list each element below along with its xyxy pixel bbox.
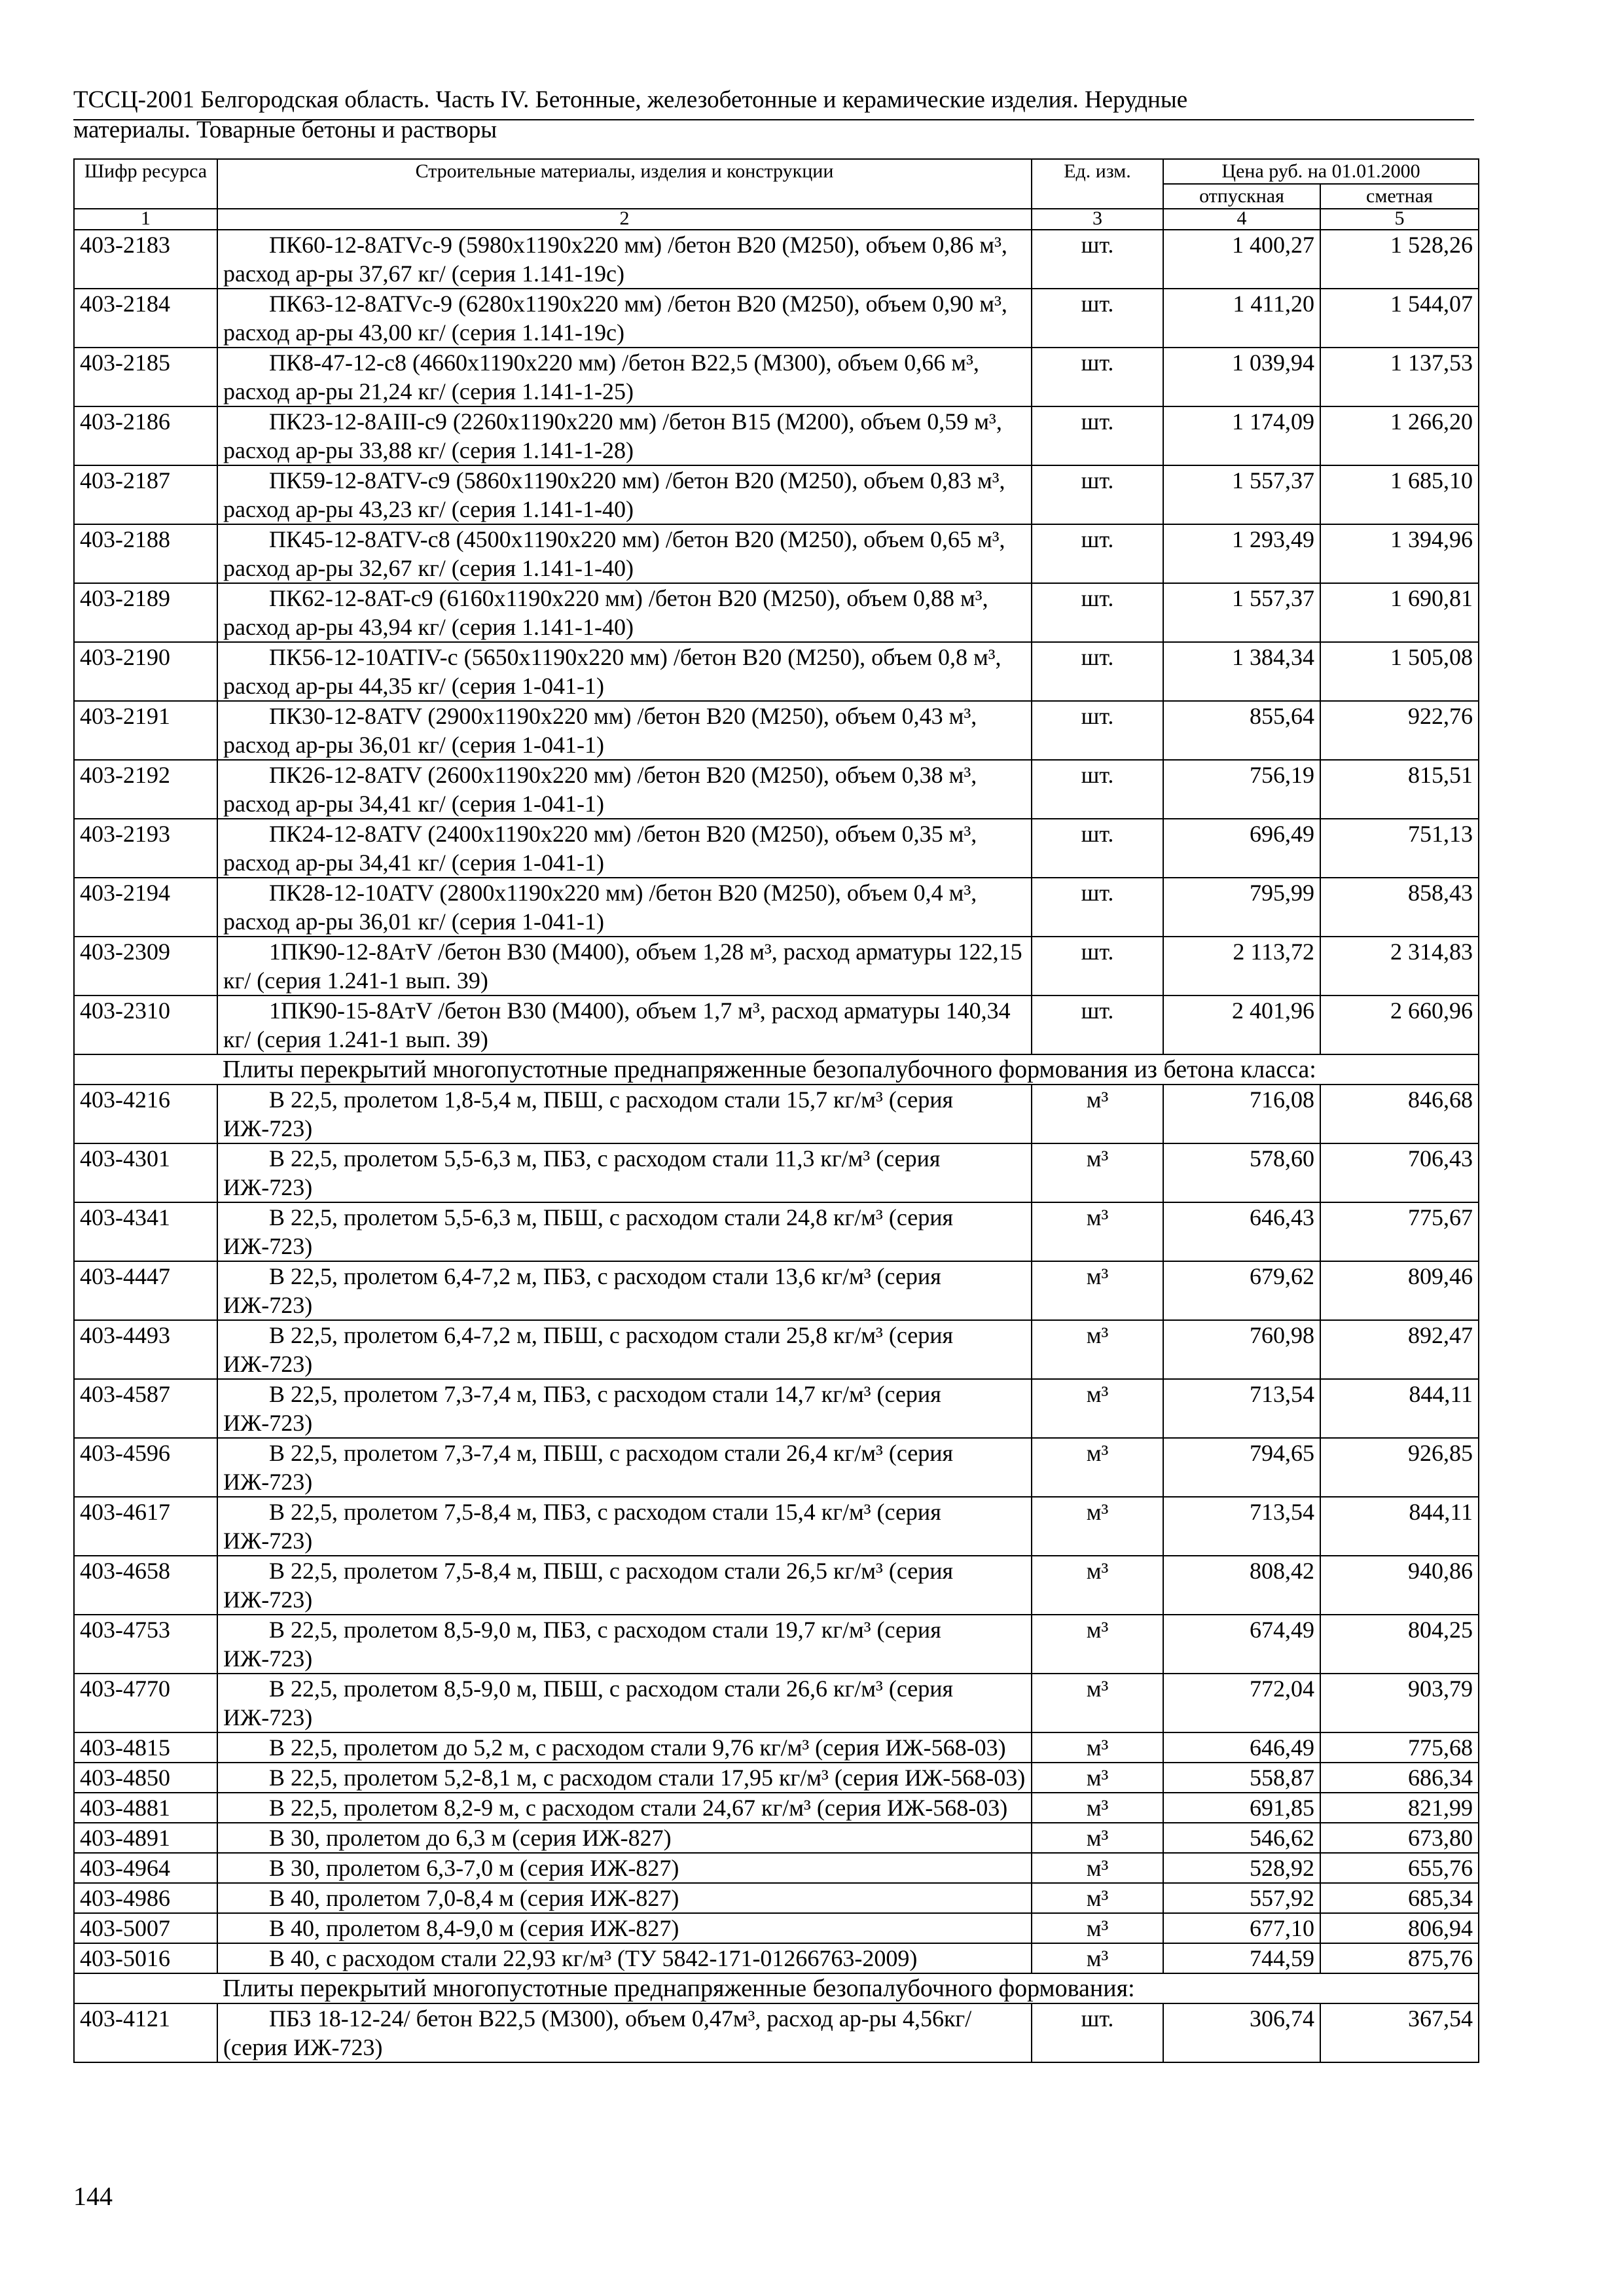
header-price-group: Цена руб. на 01.01.2000: [1163, 159, 1479, 184]
price-estimate: 655,76: [1320, 1853, 1479, 1883]
resource-code: 403-4881: [74, 1793, 217, 1823]
header-line-2: материалы. Товарные бетоны и растворы: [73, 117, 497, 143]
material-name: ПК59-12-8ATV-с9 (5860x1190x220 мм) /бетон В20 (М250), объем 0,83 м³, расход ар-ры 43,23 кг/ (серия 1.141-1-40): [217, 465, 1032, 524]
section-row: [74, 1054, 1479, 1085]
material-name: В 40, с расходом стали 22,93 кг/м³ (ТУ 5842-171-01266763-2009): [217, 1943, 1032, 1973]
unit-of-measure: м³: [1032, 1823, 1163, 1853]
price-estimate: 940,86: [1320, 1556, 1479, 1615]
unit-of-measure: шт.: [1032, 642, 1163, 701]
table-row: [74, 996, 1479, 1054]
price-estimate: 809,46: [1320, 1261, 1479, 1320]
unit-of-measure: шт.: [1032, 760, 1163, 819]
table-row: [74, 1823, 1479, 1853]
material-name: ПК45-12-8ATV-с8 (4500x1190x220 мм) /бетон В20 (М250), объем 0,65 м³, расход ар-ры 32,67 кг/ (серия 1.141-1-40): [217, 524, 1032, 583]
price-release: 808,42: [1163, 1556, 1320, 1615]
resource-code: 403-2192: [74, 760, 217, 819]
price-release: 306,74: [1163, 2003, 1320, 2062]
resource-code: 403-2187: [74, 465, 217, 524]
table-row: [74, 1143, 1479, 1202]
resource-code: 403-2194: [74, 878, 217, 937]
material-name: В 40, пролетом 7,0-8,4 м (серия ИЖ-827): [217, 1883, 1032, 1913]
header-price-release: отпускная: [1163, 184, 1320, 209]
price-release: 1 400,27: [1163, 230, 1320, 289]
price-release: 1 411,20: [1163, 289, 1320, 348]
material-name: ПК63-12-8ATVс-9 (6280x1190x220 мм) /бетон В20 (М250), объем 0,90 м³, расход ар-ры 43,00 кг/ (серия 1.141-19с): [217, 289, 1032, 348]
unit-of-measure: м³: [1032, 1763, 1163, 1793]
section-row: [74, 1973, 1479, 2003]
resource-code: 403-4341: [74, 1202, 217, 1261]
resource-code: 403-4596: [74, 1438, 217, 1497]
price-estimate: 1 690,81: [1320, 583, 1479, 642]
col-number-2: 2: [217, 209, 1032, 230]
unit-of-measure: шт.: [1032, 937, 1163, 996]
material-name: ПК8-47-12-с8 (4660x1190x220 мм) /бетон В22,5 (М300), объем 0,66 м³, расход ар-ры 21,24 кг/ (серия 1.141-1-25): [217, 348, 1032, 406]
material-name: В 30, пролетом 6,3-7,0 м (серия ИЖ-827): [217, 1853, 1032, 1883]
price-estimate: 1 528,26: [1320, 230, 1479, 289]
header-price-estimate: сметная: [1320, 184, 1479, 209]
material-name: В 40, пролетом 8,4-9,0 м (серия ИЖ-827): [217, 1913, 1032, 1943]
table-row: [74, 760, 1479, 819]
price-estimate: 775,68: [1320, 1732, 1479, 1763]
price-release: 716,08: [1163, 1085, 1320, 1143]
table-row: [74, 819, 1479, 878]
unit-of-measure: шт.: [1032, 583, 1163, 642]
unit-of-measure: м³: [1032, 1379, 1163, 1438]
material-name: В 22,5, пролетом 1,8-5,4 м, ПБШ, с расходом стали 15,7 кг/м³ (серия ИЖ-723): [217, 1085, 1032, 1143]
price-release: 713,54: [1163, 1497, 1320, 1556]
material-name: В 22,5, пролетом 6,4-7,2 м, ПБЗ, с расходом стали 13,6 кг/м³ (серия ИЖ-723): [217, 1261, 1032, 1320]
material-name: В 30, пролетом до 6,3 м (серия ИЖ-827): [217, 1823, 1032, 1853]
header-code: Шифр ресурса: [74, 159, 217, 209]
material-name: В 22,5, пролетом 8,2-9 м, с расходом стали 24,67 кг/м³ (серия ИЖ-568-03): [217, 1793, 1032, 1823]
table-row: [74, 1943, 1479, 1973]
price-release: 646,49: [1163, 1732, 1320, 1763]
resource-code: 403-2186: [74, 406, 217, 465]
price-estimate: 706,43: [1320, 1143, 1479, 1202]
unit-of-measure: шт.: [1032, 230, 1163, 289]
material-name: В 22,5, пролетом 7,3-7,4 м, ПБЗ, с расходом стали 14,7 кг/м³ (серия ИЖ-723): [217, 1379, 1032, 1438]
unit-of-measure: шт.: [1032, 2003, 1163, 2062]
resource-code: 403-2191: [74, 701, 217, 760]
unit-of-measure: м³: [1032, 1438, 1163, 1497]
unit-of-measure: м³: [1032, 1913, 1163, 1943]
price-release: 679,62: [1163, 1261, 1320, 1320]
price-release: 528,92: [1163, 1853, 1320, 1883]
resource-code: 403-4658: [74, 1556, 217, 1615]
table-row: [74, 1438, 1479, 1497]
price-estimate: 875,76: [1320, 1943, 1479, 1973]
table-row: [74, 230, 1479, 289]
resource-code: 403-2193: [74, 819, 217, 878]
price-estimate: 804,25: [1320, 1615, 1479, 1674]
col-number-4: 4: [1163, 209, 1320, 230]
material-name: В 22,5, пролетом 5,5-6,3 м, ПБШ, с расходом стали 24,8 кг/м³ (серия ИЖ-723): [217, 1202, 1032, 1261]
material-name: 1ПК90-15-8AтV /бетон В30 (М400), объем 1,7 м³, расход арматуры 140,34 кг/ (серия 1.241-1 вып. 39): [217, 996, 1032, 1054]
resource-code: 403-2309: [74, 937, 217, 996]
header-unit: Ед. изм.: [1032, 159, 1163, 209]
price-release: 772,04: [1163, 1674, 1320, 1732]
table-row: [74, 1793, 1479, 1823]
page-number: 144: [73, 2181, 113, 2211]
price-release: 578,60: [1163, 1143, 1320, 1202]
table-row: [74, 465, 1479, 524]
material-name: ПК23-12-8AIII-с9 (2260x1190x220 мм) /бетон В15 (М200), объем 0,59 м³, расход ар-ры 33,88 кг/ (серия 1.141-1-28): [217, 406, 1032, 465]
unit-of-measure: м³: [1032, 1497, 1163, 1556]
price-release: 756,19: [1163, 760, 1320, 819]
price-release: 1 174,09: [1163, 406, 1320, 465]
unit-of-measure: м³: [1032, 1143, 1163, 1202]
price-release: 677,10: [1163, 1913, 1320, 1943]
price-estimate: 673,80: [1320, 1823, 1479, 1853]
col-number-3: 3: [1032, 209, 1163, 230]
resource-code: 403-2189: [74, 583, 217, 642]
table-row: [74, 406, 1479, 465]
price-estimate: 1 544,07: [1320, 289, 1479, 348]
price-release: 557,92: [1163, 1883, 1320, 1913]
material-name: В 22,5, пролетом 5,2-8,1 м, с расходом стали 17,95 кг/м³ (серия ИЖ-568-03): [217, 1763, 1032, 1793]
price-estimate: 1 394,96: [1320, 524, 1479, 583]
price-release: 1 384,34: [1163, 642, 1320, 701]
price-estimate: 892,47: [1320, 1320, 1479, 1379]
price-estimate: 844,11: [1320, 1379, 1479, 1438]
price-release: 744,59: [1163, 1943, 1320, 1973]
price-release: 674,49: [1163, 1615, 1320, 1674]
section-title: Плиты перекрытий многопустотные преднапряженные безопалубочного формования из бетона класса:: [74, 1054, 1479, 1085]
price-estimate: 1 505,08: [1320, 642, 1479, 701]
table-row: [74, 1320, 1479, 1379]
resource-code: 403-5016: [74, 1943, 217, 1973]
material-name: В 22,5, пролетом 7,5-8,4 м, ПБШ, с расходом стали 26,5 кг/м³ (серия ИЖ-723): [217, 1556, 1032, 1615]
unit-of-measure: м³: [1032, 1085, 1163, 1143]
unit-of-measure: шт.: [1032, 996, 1163, 1054]
price-release: 2 401,96: [1163, 996, 1320, 1054]
resource-code: 403-4617: [74, 1497, 217, 1556]
table-row: [74, 1913, 1479, 1943]
price-estimate: 903,79: [1320, 1674, 1479, 1732]
page-header: [73, 85, 1474, 145]
material-name: ПБЗ 18-12-24/ бетон В22,5 (М300), объем 0,47м³, расход ар-ры 4,56кг/ (серия ИЖ-723): [217, 2003, 1032, 2062]
unit-of-measure: м³: [1032, 1202, 1163, 1261]
resource-code: 403-2184: [74, 289, 217, 348]
price-estimate: 922,76: [1320, 701, 1479, 760]
table-row: [74, 1732, 1479, 1763]
resource-code: 403-4815: [74, 1732, 217, 1763]
price-estimate: 846,68: [1320, 1085, 1479, 1143]
table-row: [74, 1261, 1479, 1320]
price-release: 691,85: [1163, 1793, 1320, 1823]
unit-of-measure: м³: [1032, 1732, 1163, 1763]
table-row: [74, 1379, 1479, 1438]
table-row: [74, 1556, 1479, 1615]
section-title: Плиты перекрытий многопустотные преднапряженные безопалубочного формования:: [74, 1973, 1479, 2003]
unit-of-measure: шт.: [1032, 878, 1163, 937]
price-estimate: 1 266,20: [1320, 406, 1479, 465]
header-name: Строительные материалы, изделия и конструкции: [217, 159, 1032, 209]
price-release: 546,62: [1163, 1823, 1320, 1853]
material-name: В 22,5, пролетом 6,4-7,2 м, ПБШ, с расходом стали 25,8 кг/м³ (серия ИЖ-723): [217, 1320, 1032, 1379]
price-release: 760,98: [1163, 1320, 1320, 1379]
price-estimate: 806,94: [1320, 1913, 1479, 1943]
price-estimate: 2 660,96: [1320, 996, 1479, 1054]
unit-of-measure: шт.: [1032, 819, 1163, 878]
unit-of-measure: м³: [1032, 1793, 1163, 1823]
material-name: В 22,5, пролетом 7,3-7,4 м, ПБШ, с расходом стали 26,4 кг/м³ (серия ИЖ-723): [217, 1438, 1032, 1497]
material-name: ПК60-12-8ATVс-9 (5980x1190x220 мм) /бетон В20 (М250), объем 0,86 м³, расход ар-ры 37,67 кг/ (серия 1.141-19с): [217, 230, 1032, 289]
table-row: [74, 1202, 1479, 1261]
table-row: [74, 1085, 1479, 1143]
table-row: [74, 1853, 1479, 1883]
resource-code: 403-4493: [74, 1320, 217, 1379]
table-row: [74, 878, 1479, 937]
table-row: [74, 1497, 1479, 1556]
header-rule: [73, 119, 1474, 120]
unit-of-measure: м³: [1032, 1320, 1163, 1379]
table-row: [74, 583, 1479, 642]
unit-of-measure: м³: [1032, 1615, 1163, 1674]
price-release: 696,49: [1163, 819, 1320, 878]
price-estimate: 858,43: [1320, 878, 1479, 937]
resource-code: 403-2183: [74, 230, 217, 289]
price-release: 2 113,72: [1163, 937, 1320, 996]
resource-code: 403-5007: [74, 1913, 217, 1943]
price-estimate: 2 314,83: [1320, 937, 1479, 996]
table-row: [74, 524, 1479, 583]
price-estimate: 686,34: [1320, 1763, 1479, 1793]
resource-code: 403-4216: [74, 1085, 217, 1143]
price-release: 1 557,37: [1163, 583, 1320, 642]
price-estimate: 844,11: [1320, 1497, 1479, 1556]
price-release: 794,65: [1163, 1438, 1320, 1497]
resource-code: 403-4770: [74, 1674, 217, 1732]
resource-code: 403-4301: [74, 1143, 217, 1202]
price-estimate: 685,34: [1320, 1883, 1479, 1913]
resource-code: 403-4964: [74, 1853, 217, 1883]
unit-of-measure: шт.: [1032, 701, 1163, 760]
resource-code: 403-4447: [74, 1261, 217, 1320]
material-name: ПК26-12-8ATV (2600x1190x220 мм) /бетон В20 (М250), объем 0,38 м³, расход ар-ры 34,41 кг/ (серия 1-041-1): [217, 760, 1032, 819]
resource-code: 403-4986: [74, 1883, 217, 1913]
unit-of-measure: м³: [1032, 1883, 1163, 1913]
resource-code: 403-4121: [74, 2003, 217, 2062]
resource-code: 403-4753: [74, 1615, 217, 1674]
unit-of-measure: шт.: [1032, 524, 1163, 583]
table-row: [74, 937, 1479, 996]
table-row: [74, 701, 1479, 760]
material-name: В 22,5, пролетом 8,5-9,0 м, ПБШ, с расходом стали 26,6 кг/м³ (серия ИЖ-723): [217, 1674, 1032, 1732]
material-name: ПК30-12-8ATV (2900x1190x220 мм) /бетон В20 (М250), объем 0,43 м³, расход ар-ры 36,01 кг/ (серия 1-041-1): [217, 701, 1032, 760]
resource-code: 403-2190: [74, 642, 217, 701]
resource-code: 403-2185: [74, 348, 217, 406]
unit-of-measure: м³: [1032, 1674, 1163, 1732]
header-line-1: ТССЦ-2001 Белгородская область. Часть IV. Бетонные, железобетонные и керамические изделия. Нерудные: [73, 86, 1188, 113]
material-name: ПК56-12-10ATIV-с (5650x1190x220 мм) /бетон В20 (М250), объем 0,8 м³, расход ар-ры 44,35 кг/ (серия 1-041-1): [217, 642, 1032, 701]
resource-code: 403-4850: [74, 1763, 217, 1793]
table-row: [74, 1674, 1479, 1732]
price-release: 1 557,37: [1163, 465, 1320, 524]
table-row: [74, 348, 1479, 406]
price-release: 1 293,49: [1163, 524, 1320, 583]
unit-of-measure: м³: [1032, 1943, 1163, 1973]
table-row: [74, 642, 1479, 701]
resource-code: 403-2310: [74, 996, 217, 1054]
price-estimate: 775,67: [1320, 1202, 1479, 1261]
col-number-1: 1: [74, 209, 217, 230]
unit-of-measure: шт.: [1032, 465, 1163, 524]
unit-of-measure: м³: [1032, 1261, 1163, 1320]
material-name: В 22,5, пролетом 8,5-9,0 м, ПБЗ, с расходом стали 19,7 кг/м³ (серия ИЖ-723): [217, 1615, 1032, 1674]
price-release: 795,99: [1163, 878, 1320, 937]
col-number-5: 5: [1320, 209, 1479, 230]
price-release: 1 039,94: [1163, 348, 1320, 406]
price-estimate: 815,51: [1320, 760, 1479, 819]
price-release: 855,64: [1163, 701, 1320, 760]
unit-of-measure: м³: [1032, 1853, 1163, 1883]
price-estimate: 1 685,10: [1320, 465, 1479, 524]
unit-of-measure: шт.: [1032, 406, 1163, 465]
price-release: 713,54: [1163, 1379, 1320, 1438]
resource-code: 403-4891: [74, 1823, 217, 1853]
material-name: 1ПК90-12-8AтV /бетон В30 (М400), объем 1,28 м³, расход арматуры 122,15 кг/ (серия 1.241-1 вып. 39): [217, 937, 1032, 996]
price-estimate: 926,85: [1320, 1438, 1479, 1497]
price-estimate: 751,13: [1320, 819, 1479, 878]
table-row: [74, 1763, 1479, 1793]
material-name: В 22,5, пролетом до 5,2 м, с расходом стали 9,76 кг/м³ (серия ИЖ-568-03): [217, 1732, 1032, 1763]
table-row: [74, 1883, 1479, 1913]
table-row: [74, 1615, 1479, 1674]
table-row: [74, 289, 1479, 348]
price-release: 558,87: [1163, 1763, 1320, 1793]
price-estimate: 1 137,53: [1320, 348, 1479, 406]
material-name: В 22,5, пролетом 5,5-6,3 м, ПБЗ, с расходом стали 11,3 кг/м³ (серия ИЖ-723): [217, 1143, 1032, 1202]
material-name: ПК62-12-8AT-с9 (6160x1190x220 мм) /бетон В20 (М250), объем 0,88 м³, расход ар-ры 43,94 кг/ (серия 1.141-1-40): [217, 583, 1032, 642]
price-table-body: [74, 230, 1479, 2062]
unit-of-measure: шт.: [1032, 289, 1163, 348]
material-name: ПК24-12-8ATV (2400x1190x220 мм) /бетон В20 (М250), объем 0,35 м³, расход ар-ры 34,41 кг/ (серия 1-041-1): [217, 819, 1032, 878]
material-name: ПК28-12-10ATV (2800x1190x220 мм) /бетон В20 (М250), объем 0,4 м³, расход ар-ры 36,01 кг/ (серия 1-041-1): [217, 878, 1032, 937]
material-name: В 22,5, пролетом 7,5-8,4 м, ПБЗ, с расходом стали 15,4 кг/м³ (серия ИЖ-723): [217, 1497, 1032, 1556]
table-row: [74, 2003, 1479, 2062]
price-table: [73, 158, 1479, 2063]
resource-code: 403-4587: [74, 1379, 217, 1438]
price-release: 646,43: [1163, 1202, 1320, 1261]
price-estimate: 821,99: [1320, 1793, 1479, 1823]
resource-code: 403-2188: [74, 524, 217, 583]
unit-of-measure: шт.: [1032, 348, 1163, 406]
price-estimate: 367,54: [1320, 2003, 1479, 2062]
unit-of-measure: м³: [1032, 1556, 1163, 1615]
